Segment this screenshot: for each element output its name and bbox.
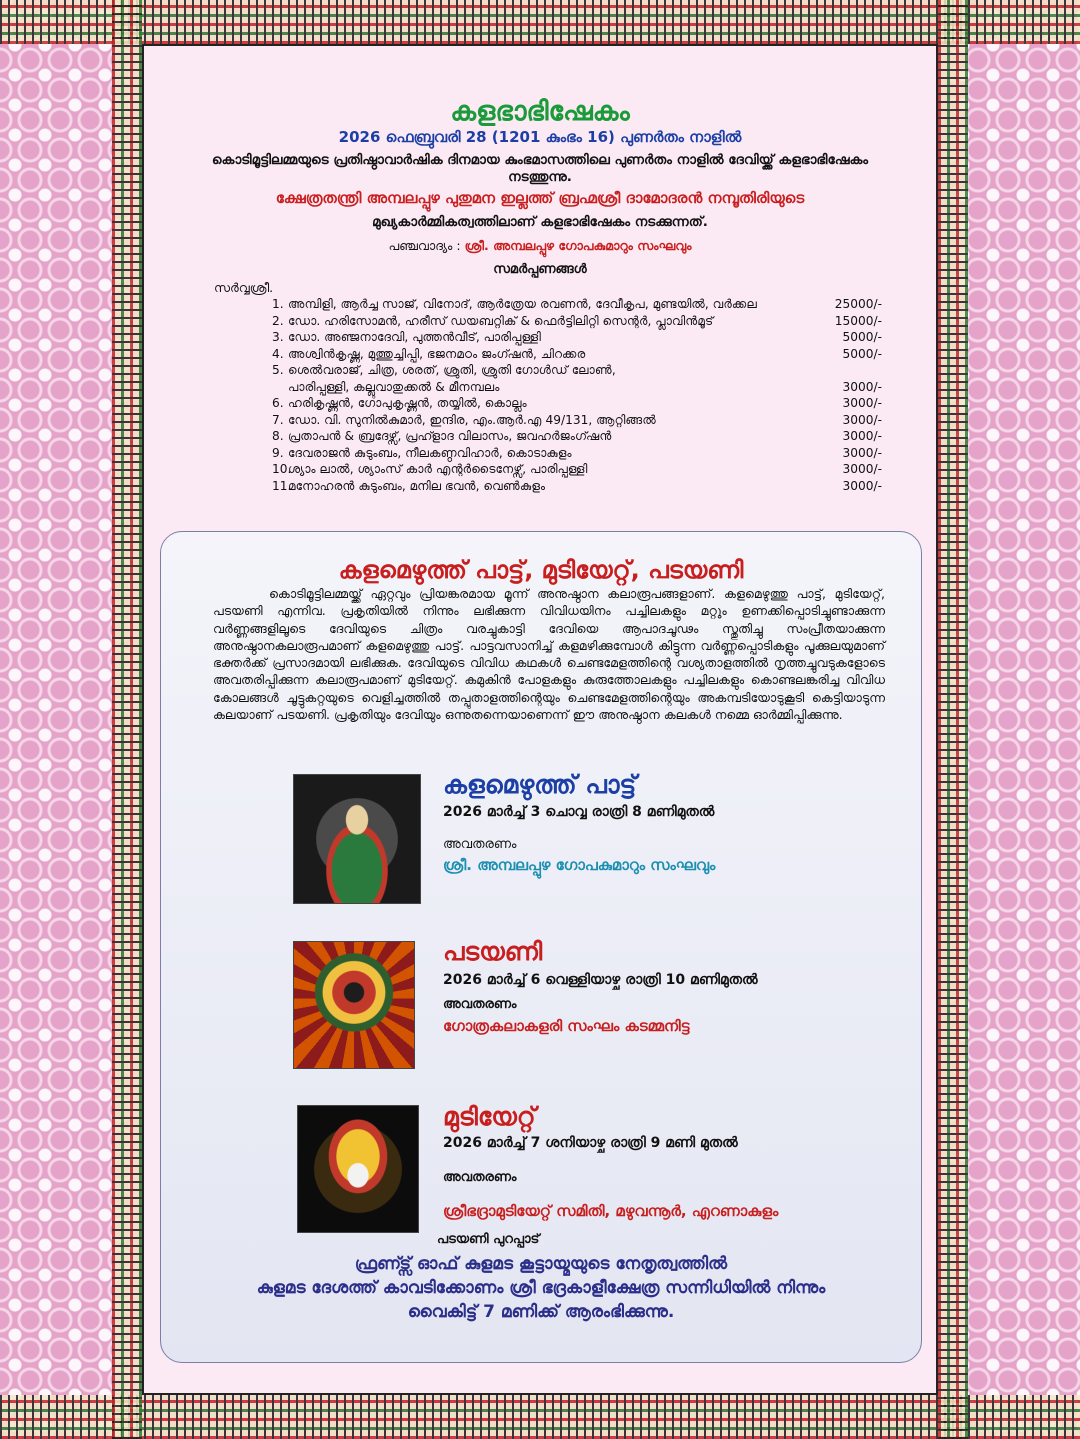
donor-row <box>272 329 882 346</box>
donor-row <box>272 296 882 313</box>
donor-row <box>272 313 882 330</box>
event-date-kalamezhuthu: 2026 മാർച്ച് 3 ചൊവ്വ രാത്രി 8 മണിമുതൽ <box>443 804 715 820</box>
donor-row <box>272 379 882 396</box>
event-label-mudiyettu: അവതരണം <box>443 1170 517 1185</box>
donor-amount <box>834 362 882 379</box>
kalamezhuthu-photo <box>293 774 421 904</box>
donor-number: 10. <box>272 462 292 476</box>
kalabhabhishekam-date: 2026 ഫെബ്രുവരി 28 (1201 കുംഭം 16) പുണർതം നാളിൽ <box>338 128 742 146</box>
kalabhabhishekam-title: കളഭാഭിഷേകം <box>450 96 630 127</box>
event-date-mudiyettu: 2026 മാർച്ച് 7 ശനിയാഴ്ച രാത്രി 9 മണി മുതൽ <box>443 1135 738 1151</box>
donor-row <box>272 412 882 429</box>
panchavadyam-line <box>144 238 936 254</box>
padayani-photo <box>293 941 415 1069</box>
art-forms-paragraph: കൊടിമൂട്ടിലമ്മയ്ക്ക് ഏറ്റവും പ്രിയങ്കരമായ മൂന്ന് അനുഷ്ഠാന കലാരൂപങ്ങളാണ്. കളമെഴുത്തു പാട്ട്, മുടിയേറ്റ്, പടയണി എന്നിവ. പ്രകൃതിയിൽ നിന്നും ലഭിക്കുന്ന വിവിധയിനം പച്ചിലകളും മറ്റും ഉണക്കിപ്പൊടിച്ചുണ്ടാക്കുന്ന വർണ്ണങ്ങളിലൂടെ ദേവിയുടെ ചിത്രം വരച്ചുകാട്ടി ദേവിയെ ആപാദചൂഢം സ്തുതിച്ചു സംപ്രീതയാക്കുന്ന അനുഷ്ഠാനകലാരൂപമാണ് കളമെഴുത്തു പാട്ട്. പാട്ടവസാനിച്ച് കളമഴിക്കുമ്പോൾ കിട്ടുന്ന വർണ്ണപ്പൊടികളും പൂക്കുലയുമാണ് ഭക്തർക്ക് പ്രസാദമായി ലഭിക്കുക. ദേവിയുടെ വിവിധ കഥകൾ ചെണ്ടമേളത്തിന്റെ വശ്യതാളത്തിൽ നൃത്തച്ചുവടുകളോടെ അവതരിപ്പിക്കുന്ന കലാരൂപമാണ് മുടിയേറ്റ്. കമുകിൻ പോളകളും കുരുത്തോലകളും പച്ചിലകളും കൊണ്ടലങ്കരിച്ച വിവിധ കോലങ്ങൾ ചൂട്ടുകറ്റയുടെ വെളിച്ചത്തിൽ തപ്പുതാളത്തിന്റെയും ചെണ്ടമേളത്തിന്റെയും അകമ്പടിയോടുകൂടി കെട്ടിയാടുന്ന കലയാണ് പടയണി. പ്രകൃതിയും ദേവിയും ഒന്നുതന്നെയാണെന്ന് ഈ അനുഷ്ഠാന കലകൾ നമ്മെ ഓർമ്മിപ്പിക്കുന്നു. <box>213 586 885 723</box>
donor-text: ദേവരാജൻ കുടുംബം, നീലകണ്ഠവിഹാർ, കൊടാകുളം <box>288 445 572 460</box>
footer-line-3: വൈകിട്ട് 7 മണിക്ക് ആരംഭിക്കുന്നു. <box>407 1302 675 1322</box>
donor-number: 2. <box>272 313 284 328</box>
donor-text: അശ്വിൻകൃഷ്ണ, മുത്തുച്ചിപ്പി, ഭജനമഠം ജംഗ്ഷൻ, ചിറക്കര <box>288 346 586 361</box>
mudiyettu-photo <box>297 1105 419 1233</box>
donor-text: മനോഹരൻ കുടുംബം, മനില ഭവൻ, വെൺകുളം <box>288 478 546 493</box>
decorative-band-top <box>0 0 1080 44</box>
donor-text: ശെൽവരാജ്, ചിത്ര, ശരത്, ശ്രുതി, ശ്രുതി ഗോൾഡ് ലോൺ, <box>288 363 616 377</box>
event-title-kalamezhuthu: കളമെഴുത്ത് പാട്ട് <box>443 770 637 799</box>
event-date-padayani: 2026 മാർച്ച് 6 വെള്ളിയാഴ്ച രാത്രി 10 മണിമുതൽ <box>443 972 758 988</box>
decorative-band-right <box>938 0 968 1439</box>
donor-text: ഡോ. അഞ്ജനാദേവി, പുത്തൻവീട്, പാരിപ്പള്ളി <box>288 330 541 344</box>
donor-row <box>272 346 882 363</box>
donor-text: ഹരികൃഷ്ണൻ, ഗോപുകൃഷ്ണൻ, തയ്യിൽ, കൊല്ലം <box>288 396 527 410</box>
decorative-band-left <box>112 0 142 1439</box>
sarvasree-label: സർവ്വശ്രീ. <box>214 280 274 295</box>
art-forms-box <box>160 531 922 1363</box>
donor-number: 7. <box>272 412 284 427</box>
donor-list <box>272 296 882 494</box>
tantri-continuation: മുഖ്യകാർമ്മികത്വത്തിലാണ് കളഭാഭിഷേകം നടക്കുന്നത്. <box>372 214 708 230</box>
donor-amount: 15000/- <box>834 313 882 328</box>
footer-line-1: ഫ്രണ്ട്സ് ഓഫ് കുളമട കൂട്ടായ്മയുടെ നേതൃത്വത്തിൽ <box>354 1254 728 1274</box>
donor-number: 9. <box>272 445 284 460</box>
padayani-puruppad-label: പടയണി പുറപ്പാട് <box>437 1232 540 1247</box>
event-performer-padayani: ഗോത്രകലാകളരി സംഘം കടമ്മനിട്ട <box>443 1017 690 1035</box>
donor-number: 11. <box>272 478 292 493</box>
event-performer-kalamezhuthu: ശ്രീ. അമ്പലപ്പുഴ ഗോപകുമാറും സംഘവും <box>443 856 716 874</box>
donor-number <box>272 379 288 396</box>
event-title-padayani: പടയണി <box>443 937 543 966</box>
donor-number: 6. <box>272 396 284 410</box>
art-forms-title: കളമെഴുത്ത് പാട്ട്, മുടിയേറ്റ്, പടയണി <box>338 556 744 584</box>
donor-text: പാരിപ്പള്ളി, കല്ലുവാതുക്കൽ & മീനമ്പലം <box>288 379 500 394</box>
donor-row <box>272 395 882 412</box>
kalabhabhishekam-intro: കൊടിമൂട്ടിലമ്മയുടെ പ്രതിഷ്ഠാവാർഷിക ദിനമായ കുംഭമാസത്തിലെ പുണർതം നാളിൽ ദേവിയ്ക്ക് കളഭാഭിഷേകം നടത്തുന്നു. <box>211 152 869 185</box>
donor-amount: 3000/- <box>842 478 882 493</box>
donor-amount: 3000/- <box>842 445 882 460</box>
donor-number: 4. <box>272 346 284 361</box>
donor-number: 3. <box>272 330 284 344</box>
donor-amount: 3000/- <box>842 396 882 410</box>
donor-number: 8. <box>272 429 284 443</box>
donor-amount: 5000/- <box>842 330 882 344</box>
panchavadyam-value: ശ്രീ. അമ്പലപ്പുഴ ഗോപകുമാറും സംഘവും <box>464 238 692 253</box>
donor-amount: 3000/- <box>842 412 882 427</box>
donor-amount: 5000/- <box>842 346 882 361</box>
donor-text: അമ്പിളി, ആർച്ച സാജ്, വിനോദ്, ആർത്രേയ രവണൻ, ദേവീകൃപ, മുണ്ടയിൽ, വർക്കല <box>288 297 757 311</box>
donor-text: പ്രതാപൻ & ബ്രദേഴ്സ്, പ്രഹ്ളാദ വിലാസം, ജവഹർജംഗ്ഷൻ <box>288 429 612 443</box>
donor-row <box>272 461 882 478</box>
event-label-padayani: അവതരണം <box>443 997 517 1012</box>
donor-amount: 3000/- <box>842 379 882 394</box>
donor-amount: 3000/- <box>842 429 882 443</box>
donor-text: ഡോ. ഹരിസോമൻ, ഹരീസ് ഡയബറ്റിക് & ഫെർട്ടിലിറ്റി സെന്റർ, പ്ലാവിൻമൂട് <box>288 313 714 328</box>
donor-row <box>272 445 882 462</box>
tantri-line: ക്ഷേത്രതന്ത്രി അമ്പലപ്പുഴ പുതുമന ഇല്ലത്ത് ബ്രഹ്മശ്രീ ദാമോദരൻ നമ്പൂതിരിയുടെ <box>275 189 805 207</box>
event-label-kalamezhuthu: അവതരണം <box>443 837 517 852</box>
donor-row <box>272 362 882 379</box>
donor-number: 1. <box>272 297 284 311</box>
donor-text: ഡോ. വി. സുനിൽകുമാർ, ഇന്ദിര, എം.ആർ.എ 49/131, ആറ്റിങ്ങൽ <box>288 412 656 427</box>
notice-page <box>142 44 938 1395</box>
donor-amount: 3000/- <box>842 462 882 476</box>
event-title-mudiyettu: മുടിയേറ്റ് <box>443 1102 536 1131</box>
event-performer-mudiyettu: ശ്രീഭദ്രാമുടിയേറ്റ് സമിതി, മഴുവന്നൂർ, എറണാകുളം <box>443 1202 779 1220</box>
panchavadyam-label: പഞ്ചവാദ്യം : <box>388 238 461 253</box>
donor-row <box>272 428 882 445</box>
samarppanangal-heading: സമർപ്പണങ്ങൾ <box>493 262 587 277</box>
donor-amount: 25000/- <box>834 297 882 311</box>
decorative-band-bottom <box>0 1395 1080 1439</box>
donor-row <box>272 478 882 495</box>
donor-number: 5. <box>272 363 284 377</box>
donor-text: ശ്യാം ലാൽ, ശ്യാംസ് കാർ എന്റർടൈനേഴ്സ്, പാരിപ്പള്ളി <box>288 462 588 476</box>
footer-line-2: കുളമട ദേശത്ത് കാവടിക്കോണം ശ്രീ ഭദ്രകാളീക്ഷേത്ര സന്നിധിയിൽ നിന്നും <box>256 1278 826 1298</box>
